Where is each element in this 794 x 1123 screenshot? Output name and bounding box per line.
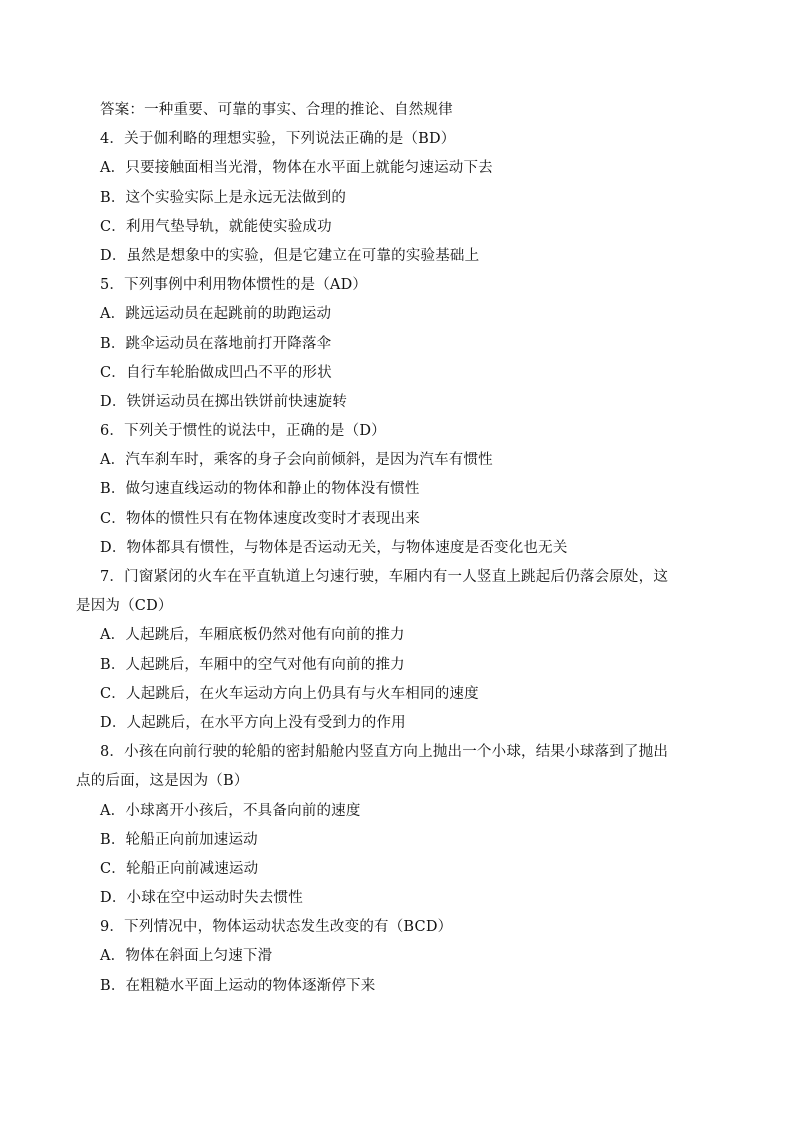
question-9 xyxy=(76,913,728,1001)
option-c: C．自行车轮胎做成凹凸不平的形状 xyxy=(100,364,332,381)
option-c: C．人起跳后，在火车运动方向上仍具有与火车相同的速度 xyxy=(100,685,479,702)
answer-line: 答案：一种重要、可靠的事实、合理的推论、自然规律 xyxy=(100,102,453,118)
option-d: D．人起跳后，在水平方向上没有受到力的作用 xyxy=(100,714,406,731)
question-stem: 6．下列关于惯性的说法中，正确的是（D） xyxy=(100,423,386,440)
question-6 xyxy=(76,417,728,563)
question-stem: 9．下列情况中，物体运动状态发生改变的有（BCD） xyxy=(100,919,453,936)
option-a: A．小球离开小孩后，不具备向前的速度 xyxy=(100,802,361,819)
option-c: C．利用气垫导轨，就能使实验成功 xyxy=(100,218,332,235)
question-stem-line-1: 8．小孩在向前行驶的轮船的密封船舱内竖直方向上抛出一个小球，结果小球落到了抛出 xyxy=(100,744,669,761)
option-c: C．物体的惯性只有在物体速度改变时才表现出来 xyxy=(100,510,420,527)
option-a: A．汽车刹车时，乘客的身子会向前倾斜，是因为汽车有惯性 xyxy=(100,452,493,469)
option-d: D．物体都具有惯性，与物体是否运动无关，与物体速度是否变化也无关 xyxy=(100,539,568,556)
option-c: C．轮船正向前减速运动 xyxy=(100,860,259,877)
question-8 xyxy=(76,738,728,913)
option-d: D．小球在空中运动时失去惯性 xyxy=(100,890,303,907)
question-stem: 5．下列事例中利用物体惯性的是（AD） xyxy=(100,277,368,294)
option-b: B．做匀速直线运动的物体和静止的物体没有惯性 xyxy=(100,481,420,498)
question-5 xyxy=(76,271,728,417)
option-b: B．人起跳后，车厢中的空气对他有向前的推力 xyxy=(100,656,405,673)
question-stem-line-1: 7．门窗紧闭的火车在平直轨道上匀速行驶，车厢内有一人竖直上跳起后仍落会原处，这 xyxy=(100,569,669,585)
option-b: B．跳伞运动员在落地前打开降落伞 xyxy=(100,335,332,352)
option-a: A．只要接触面相当光滑，物体在水平面上就能匀速运动下去 xyxy=(100,160,493,177)
option-a: A．人起跳后，车厢底板仍然对他有向前的推力 xyxy=(100,627,405,644)
option-d: D．铁饼运动员在掷出铁饼前快速旋转 xyxy=(100,393,348,410)
question-4 xyxy=(76,125,728,271)
question-stem-line-2: 点的后面，这是因为（B） xyxy=(76,773,249,790)
question-stem: 4．关于伽利略的理想实验，下列说法正确的是（BD） xyxy=(100,131,456,148)
option-a: A．物体在斜面上匀速下滑 xyxy=(100,948,273,965)
option-d: D．虽然是想象中的实验，但是它建立在可靠的实验基础上 xyxy=(100,247,480,264)
document-content xyxy=(76,96,728,1001)
option-b: B．这个实验实际上是永远无法做到的 xyxy=(100,189,347,206)
option-b: B．轮船正向前加速运动 xyxy=(100,831,258,848)
question-7 xyxy=(76,563,728,738)
question-stem-line-2: 是因为（CD） xyxy=(76,598,173,615)
option-b: B．在粗糙水平面上运动的物体逐渐停下来 xyxy=(100,977,376,994)
option-a: A．跳远运动员在起跳前的助跑运动 xyxy=(100,306,332,323)
